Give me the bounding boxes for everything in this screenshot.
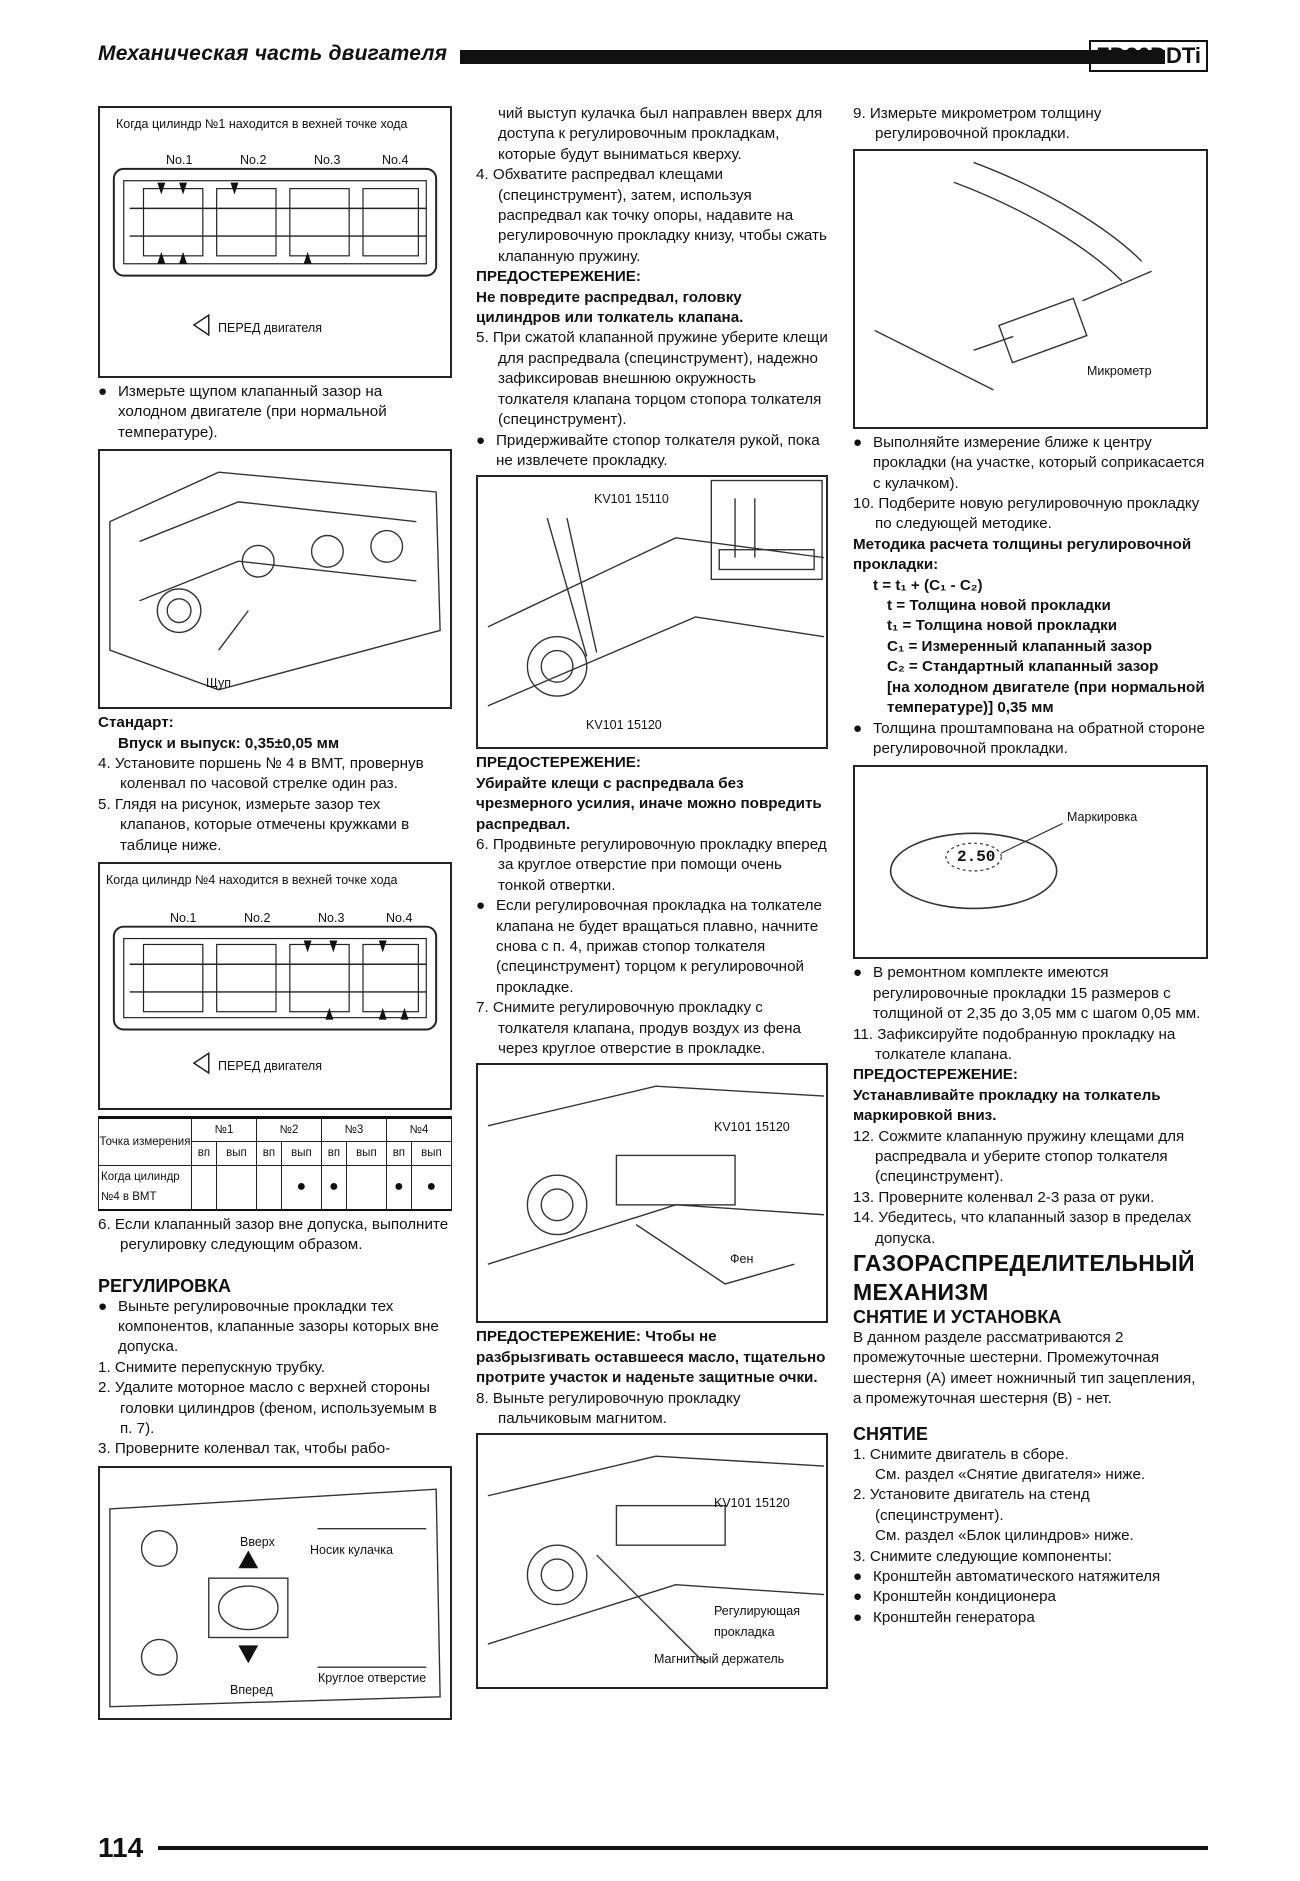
paragraph: Придерживайте стопор толкателя рукой, пока не извлечете прокладку.: [496, 431, 820, 469]
step-1: Снимите перепускную трубку.: [114, 1358, 325, 1376]
caution-text: ПРЕДОСТЕРЕЖЕНИЕ: Чтобы не разбрызгивать оставшееся масло, тщательно протрите участок и наденьте защитные очки.: [476, 1328, 826, 1387]
bullet-icon: ●: [476, 431, 486, 449]
table-cell: [256, 1165, 281, 1209]
magnet-label: Магнитный держатель: [654, 1652, 785, 1667]
measurement-table: [98, 1116, 452, 1211]
forward-label: Вперед: [230, 1682, 273, 1697]
step-5: Глядя на рисунок, измерьте зазор тех клапанов, которые отмечены кружками в таблице ниже.: [114, 795, 410, 854]
figure-cyl4-tdc: [98, 862, 452, 1110]
micrometer-label: Микрометр: [1087, 363, 1152, 378]
engine-illustration: [100, 451, 450, 707]
table-subhead: вп: [386, 1142, 411, 1165]
cross-reference: См. раздел «Блок цилиндров» ниже.: [875, 1527, 1134, 1545]
formula: t = t₁ + (C₁ - C₂): [873, 576, 983, 594]
table-header: Точка измерения: [99, 1118, 192, 1166]
list-item: Кронштейн генератора: [873, 1608, 1035, 1626]
paragraph: чий выступ кулачка был направлен вверх для доступа к регулировочным прокладкам, которые будут выниматься кверху.: [498, 105, 823, 163]
bullet-icon: ●: [476, 897, 486, 915]
shim-illustration: [855, 767, 1206, 957]
list-item: Кронштейн автоматического натяжителя: [873, 1568, 1161, 1586]
list-item: Кронштейн кондиционера: [873, 1588, 1056, 1606]
figure-title: Когда цилиндр №4 находится в вехней точке хода: [106, 873, 398, 888]
page-header: [98, 42, 1208, 72]
caution-text: Устанавливайте прокладку на толкатель маркировкой вниз.: [853, 1086, 1161, 1125]
column-1: Когда цилиндр №1 находится в вехней точке хода No.1 No.2 No.3 No.4 ПЕРЕД двигателя ● Измерьте щупом клапанный зазор на холодном двигателе (при нормальной температуре). Щуп Стандарт: Впуск и выпуск: 0,35±0,05 мм 4. Установите поршень № 4 в ВМТ, провернув коленвал по часовой стрелке один раз. 5. Глядя на рисунок, измерьте зазор тех клапанов, которые отмечены кружками в таблице ниже. Когда цилиндр №4 находится в вехней точке хода No.1 No.2 No.3 No.4 ПЕРЕД двигателя Точка измерения №1 №2 №3 №4 вп вып вп вып вп вып вп вып Когда цилиндр №4 в ВМТ ● ● ● ● 6. Если клапанный зазор вне допуска, выполните регулировку следующим образом. РЕГУЛИРОВКА ● Выньте регулировочные прокладки тех компонентов, клапанные зазоры которых вне допуска. 1. Снимите перепускную трубку. 2. Удалите моторное масло с верхней стороны головки цилиндров (феном, используемым в п. 7). 3. Проверните коленвал так, чтобы рабо- Вверх Носик кулачка Вперед Круглое отверстие: [98, 104, 452, 1724]
table-subhead: вып: [411, 1142, 451, 1165]
cyl-label-4: No.4: [382, 153, 409, 167]
shim-label: Регулирующая прокладка: [714, 1604, 800, 1639]
tool-label: KV101 15120: [714, 1496, 790, 1511]
engine-model-badge: ZD30DDTi: [1089, 40, 1208, 72]
subsection-title: СНЯТИЕ И УСТАНОВКА: [853, 1307, 1062, 1327]
up-label: Вверх: [240, 1534, 275, 1549]
micrometer-illustration: [855, 151, 1206, 427]
marking-label: Маркировка: [1067, 810, 1138, 825]
formula-def: C₁ = Измеренный клапанный зазор: [887, 637, 1153, 655]
cross-reference: См. раздел «Снятие двигателя» ниже.: [875, 1466, 1146, 1484]
cyl-label-2: No.2: [240, 153, 267, 167]
caution-title: ПРЕДОСТЕРЕЖЕНИЕ:: [853, 1066, 1018, 1084]
cam-nose-label: Носик кулачка: [310, 1542, 393, 1557]
table-subhead: вып: [346, 1142, 386, 1165]
step-4: Обхватите распредвал клещами (специнструмент), затем, используя распредвал как точку опоры, надавите на регулировочную прокладку книзу, чтобы сжать клапанную пружину.: [492, 166, 827, 265]
table-subhead: вып: [281, 1142, 321, 1165]
table-cell-mark: ●: [281, 1165, 321, 1209]
step-13: Проверните коленвал 2-3 раза от руки.: [878, 1188, 1155, 1206]
paragraph: Измерьте щупом клапанный зазор на холодном двигателе (при нормальной температуре).: [118, 383, 387, 441]
step-11: Зафиксируйте подобранную прокладку на толкателе клапана.: [875, 1025, 1176, 1063]
step-12: Сожмите клапанную пружину клещами для распредвала и уберите стопор толкателя (специнструмент).: [875, 1127, 1185, 1186]
bullet-icon: ●: [98, 383, 108, 400]
method-title: Методика расчета толщины регулировочной прокладки:: [853, 535, 1192, 574]
step-10: Подберите новую регулировочную прокладку по следующей методике.: [875, 495, 1200, 533]
bullet-icon: ●: [853, 433, 863, 451]
column-2: чий выступ кулачка был направлен вверх для доступа к регулировочным прокладкам, которые будут выниматься кверху. 4. Обхватите распредвал клещами (специнструмент), затем, используя распредвал как точку опоры, надавите на регулировочную прокладку книзу, чтобы сжать клапанную пружину. ПРЕДОСТЕРЕЖЕНИЕ: Не повредите распредвал, головку цилиндров или толкатель клапана. 5. При сжатой клапанной пружине уберите клещи для распредвала (специнструмент), надежно зафиксировав внешнюю окружность толкателя клапана торцом стопора толкателя (специнструмент). ● Придерживайте стопор толкателя рукой, пока не извлечете прокладку. KV101 15110 KV101 15120 ПРЕДОСТЕРЕЖЕНИЕ: Убирайте клещи с распредвала без чрезмерного усилия, иначе можно повредить распредвал. 6. Продвиньте регулировочную прокладку вперед за круглое отверстие при помощи очень тонкой отвертки. ● Если регулировочная прокладка на толкателе клапана не будет вращаться плавно, начните снова с п. 4, прижав стопор толкателя (специнструмент) торцом к регулировочной прокладке. 7. Снимите регулировочную прокладку с толкателя клапана, продув воздух из фена через круглое отверстие в прокладке. KV101 15120 Фен ПРЕДОСТЕРЕЖЕНИЕ: Чтобы не разбрызгивать оставшееся масло, тщательно протрите участок и наденьте защитные очки. 8. Выньте регулировочную прокладку пальчиковым магнитом. KV101 15120 Регулирующая прокладка Магнитный держатель: [476, 104, 828, 1693]
table-cell: [192, 1165, 217, 1209]
table-col-cyl: №1: [192, 1118, 257, 1142]
step-3: Снимите следующие компоненты:: [869, 1547, 1112, 1565]
front-label: ПЕРЕД двигателя: [218, 1059, 322, 1074]
standard-value: Впуск и выпуск: 0,35±0,05 мм: [118, 734, 340, 752]
paragraph: Если регулировочная прокладка на толкателе клапана не будет вращаться плавно, начните снова с п. 4, прижав стопор толкателя (специнструмент) торцом к регулировочной прокладке.: [496, 897, 822, 996]
caution-text: Не повредите распредвал, головку цилиндров или толкатель клапана.: [476, 288, 744, 327]
table-col-cyl: №3: [321, 1118, 386, 1142]
step-2: Удалите моторное масло с верхней стороны головки цилиндров (феном, используемым в п. 7).: [114, 1379, 437, 1437]
cyl-label-3: No.3: [318, 911, 345, 926]
step-7: Снимите регулировочную прокладку с толкателя клапана, продув воздух из фена через круглое отверстие в прокладке.: [492, 999, 801, 1057]
table-subhead: вп: [321, 1142, 346, 1165]
round-hole-label: Круглое отверстие: [318, 1670, 427, 1685]
table-col-cyl: №4: [386, 1118, 451, 1142]
cyl-label-4: No.4: [386, 911, 413, 926]
subsection-title: РЕГУЛИРОВКА: [98, 1275, 232, 1296]
tool-illustration: [478, 477, 826, 747]
bullet-icon: ●: [853, 1608, 863, 1626]
figure-title: Когда цилиндр №1 находится в вехней точке хода: [116, 117, 408, 131]
paragraph: Выньте регулировочные прокладки тех компонентов, клапанные зазоры которых вне допуска.: [118, 1297, 439, 1356]
step-6: Продвиньте регулировочную прокладку вперед за круглое отверстие при помощи очень тонкой отвертки.: [492, 835, 827, 894]
paragraph: В данном разделе рассматриваются 2 промежуточные шестерни. Промежуточная шестерня (А) имеет ножничный тип зацепления, а промежуточная шестерня (В) - нет.: [853, 1329, 1196, 1408]
step-8: Выньте регулировочную прокладку пальчиковым магнитом.: [492, 1389, 741, 1428]
figure-tappet-stopper: [476, 475, 828, 749]
figure-micrometer: [853, 149, 1208, 429]
cyl-label-1: No.1: [166, 153, 193, 167]
chapter-title: ГАЗОРАСПРЕДЕЛИТЕЛЬНЫЙ МЕХАНИЗМ: [853, 1250, 1195, 1305]
table-subhead: вып: [216, 1142, 256, 1165]
cyl-label-1: No.1: [170, 911, 197, 926]
step-4: Установите поршень № 4 в ВМТ, провернув коленвал по часовой стрелке один раз.: [114, 755, 424, 793]
caution-title: ПРЕДОСТЕРЕЖЕНИЕ:: [476, 268, 641, 286]
step-2: Установите двигатель на стенд (специнструмент).: [869, 1486, 1090, 1524]
step-5: При сжатой клапанной пружине уберите клещи для распредвала (специнструмент), надежно зафиксировав внешнюю окружность толкателя клапана торцом стопора толкателя (специнструмент).: [492, 329, 828, 429]
table-cell: [216, 1165, 256, 1209]
shim-value: 2.50: [957, 848, 996, 867]
table-cell-mark: ●: [411, 1165, 451, 1209]
bullet-icon: ●: [853, 1568, 863, 1586]
dryer-illustration: [478, 1065, 826, 1321]
section-title: Механическая часть двигателя: [98, 42, 448, 65]
formula-def: t = Толщина новой прокладки: [887, 597, 1111, 615]
table-subhead: вп: [256, 1142, 281, 1165]
bullet-icon: ●: [853, 964, 863, 982]
footer-rule: [158, 1846, 1208, 1850]
paragraph: Толщина проштампована на обратной стороне регулировочной прокладки.: [873, 719, 1205, 757]
cyl-label-3: No.3: [314, 153, 341, 167]
dryer-label: Фен: [730, 1252, 754, 1267]
caution-text: Убирайте клещи с распредвала без чрезмерного усилия, иначе можно повредить распредвал.: [476, 774, 822, 833]
caution-title: ПРЕДОСТЕРЕЖЕНИЕ:: [476, 754, 641, 772]
table-col-cyl: №2: [256, 1118, 321, 1142]
subsection-title: СНЯТИЕ: [853, 1423, 928, 1444]
step-14: Убедитесь, что клапанный зазор в пределах допуска.: [875, 1209, 1192, 1247]
formula-def: t₁ = Толщина новой прокладки: [887, 617, 1118, 635]
formula-def: [на холодном двигателе (при нормальной температуре)] 0,35 мм: [887, 678, 1205, 717]
cyl-label-2: No.2: [244, 911, 271, 926]
figure-cam-lobe: [98, 1466, 452, 1720]
table-cell: [346, 1165, 386, 1209]
table-row-label: Когда цилиндр №4 в ВМТ: [99, 1165, 192, 1209]
standard-label: Стандарт:: [98, 714, 174, 732]
tool-label: KV101 15110: [594, 492, 669, 507]
feeler-label: Щуп: [206, 676, 232, 691]
figure-feeler-gauge: [98, 449, 452, 709]
figure-magnet: [476, 1433, 828, 1689]
figure-blow-air: [476, 1063, 828, 1323]
front-label: ПЕРЕД двигателя: [218, 321, 322, 335]
tool-label: KV101 15120: [586, 718, 662, 733]
column-3: 9. Измерьте микрометром толщину регулировочной прокладки. Микрометр ● Выполняйте измерение ближе к центру прокладки (на участке, который соприкасается с кулачком). 10. Подберите новую регулировочную прокладку по следующей методике. Методика расчета толщины регулировочной прокладки: t = t₁ + (C₁ - C₂) t = Толщина новой прокладки t₁ = Толщина новой прокладки C₁ = Измеренный клапанный зазор C₂ = Стандартный клапанный зазор [на холодном двигателе (при нормальной температуре)] 0,35 мм ● Толщина проштампована на обратной стороне регулировочной прокладки. 2.50 Маркировка ● В ремонтном комплекте имеются регулировочные прокладки 15 размеров с толщиной от 2,35 до 3,05 мм с шагом 0,05 мм. 11. Зафиксируйте подобранную прокладку на толкателе клапана. ПРЕДОСТЕРЕЖЕНИЕ: Устанавливайте прокладку на толкатель маркировкой вниз. 12. Сожмите клапанную пружину клещами для распредвала и уберите стопор толкателя (специнструмент). 13. Проверните коленвал 2-3 раза от руки. 14. Убедитесь, что клапанный зазор в пределах допуска. ГАЗОРАСПРЕДЕЛИТЕЛЬНЫЙ МЕХАНИЗМ СНЯТИЕ И УСТАНОВКА В данном разделе рассматриваются 2 промежуточные шестерни. Промежуточная шестерня (А) имеет ножничный тип зацепления, а промежуточная шестерня (В) - нет. СНЯТИЕ 1. Снимите двигатель в сборе. См. раздел «Снятие двигателя» ниже. 2. Установите двигатель на стенд (специнструмент). См. раздел «Блок цилиндров» ниже. 3. Снимите следующие компоненты: ● Кронштейн автоматического натяжителя ● Кронштейн кондиционера ● Кронштейн генератора: [853, 104, 1208, 1628]
figure-cyl1-tdc: [98, 106, 452, 378]
table-cell-mark: ●: [386, 1165, 411, 1209]
table-cell-mark: ●: [321, 1165, 346, 1209]
page-number: 114: [98, 1832, 144, 1863]
paragraph: Выполняйте измерение ближе к центру прокладки (на участке, который соприкасается с кулачком).: [873, 433, 1205, 492]
bullet-icon: ●: [98, 1297, 108, 1315]
bullet-icon: ●: [853, 719, 863, 737]
figure-shim-marking: [853, 765, 1208, 959]
step-1: Снимите двигатель в сборе.: [869, 1445, 1069, 1463]
bullet-icon: ●: [853, 1588, 863, 1606]
step-9: Измерьте микрометром толщину регулировочной прокладки.: [869, 105, 1102, 143]
table-subhead: вп: [192, 1142, 217, 1165]
step-3: Проверните коленвал так, чтобы рабо-: [114, 1440, 391, 1458]
header-bar: [460, 50, 1165, 64]
tool-label: KV101 15120: [714, 1120, 790, 1135]
formula-def: C₂ = Стандартный клапанный зазор: [887, 658, 1159, 676]
step-6: Если клапанный зазор вне допуска, выполните регулировку следующим образом.: [114, 1215, 449, 1254]
paragraph: В ремонтном комплекте имеются регулировочные прокладки 15 размеров с толщиной от 2,35 до 3,05 мм с шагом 0,05 мм.: [873, 964, 1201, 1023]
